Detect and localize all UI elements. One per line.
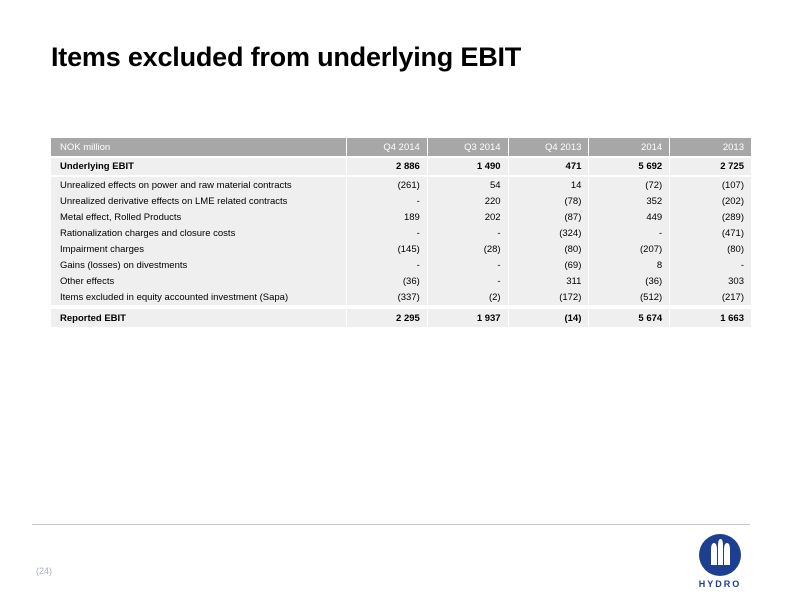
table-cell: -	[347, 225, 428, 241]
table-row	[51, 177, 751, 193]
table-cell: (172)	[509, 289, 590, 305]
table-cell: 471	[509, 156, 590, 175]
table-cell: 2 725	[670, 156, 751, 175]
row-label: Gains (losses) on divestments	[51, 257, 347, 273]
table-cell: -	[428, 257, 509, 273]
table-cell: 220	[428, 193, 509, 209]
row-label: Unrealized derivative effects on LME related contracts	[51, 193, 347, 209]
table-cell: 202	[428, 209, 509, 225]
table-row	[51, 241, 751, 257]
table-row	[51, 273, 751, 289]
row-label: Underlying EBIT	[51, 156, 347, 175]
page-number: (24)	[36, 566, 53, 576]
reported-ebit-row	[51, 307, 751, 327]
table-cell: (2)	[428, 289, 509, 305]
table-cell: 311	[509, 273, 590, 289]
table-cell: (14)	[509, 307, 590, 327]
table-cell: (324)	[509, 225, 590, 241]
table-cell: (145)	[347, 241, 428, 257]
table-cell: (512)	[589, 289, 670, 305]
column-header: 2013	[670, 138, 751, 156]
column-header: Q3 2014	[428, 138, 509, 156]
table-cell: -	[347, 257, 428, 273]
table-cell: (289)	[670, 209, 751, 225]
row-label: Impairment charges	[51, 241, 347, 257]
logo-wordmark: HYDRO	[698, 579, 742, 589]
table-cell: (80)	[670, 241, 751, 257]
table-cell: 303	[670, 273, 751, 289]
table-row	[51, 225, 751, 241]
table-cell: 5 674	[589, 307, 670, 327]
ebit-table	[51, 138, 751, 327]
table-cell: (36)	[589, 273, 670, 289]
table-cell: (28)	[428, 241, 509, 257]
table-row	[51, 209, 751, 225]
row-label: Reported EBIT	[51, 307, 347, 327]
page-title: Items excluded from underlying EBIT	[51, 42, 522, 72]
table-cell: (261)	[347, 177, 428, 193]
table-cell: -	[347, 193, 428, 209]
table-cell: (202)	[670, 193, 751, 209]
table-cell: 54	[428, 177, 509, 193]
table-cell: (80)	[509, 241, 590, 257]
footer-divider	[32, 524, 750, 525]
column-header: NOK million	[51, 138, 347, 156]
row-label: Rationalization charges and closure costs	[51, 225, 347, 241]
table-cell: 352	[589, 193, 670, 209]
underlying-ebit-row	[51, 156, 751, 175]
column-header: 2014	[589, 138, 670, 156]
table-cell: (69)	[509, 257, 590, 273]
table-row	[51, 193, 751, 209]
table-cell: (72)	[589, 177, 670, 193]
table-cell: 1 663	[670, 307, 751, 327]
column-header: Q4 2014	[347, 138, 428, 156]
table-cell: -	[589, 225, 670, 241]
table-cell: (36)	[347, 273, 428, 289]
table-cell: 2 886	[347, 156, 428, 175]
row-label: Items excluded in equity accounted investment (Sapa)	[51, 289, 347, 305]
table-cell: (217)	[670, 289, 751, 305]
table-cell: (87)	[509, 209, 590, 225]
table-cell: 14	[509, 177, 590, 193]
table-cell: 1 490	[428, 156, 509, 175]
table-row	[51, 257, 751, 273]
table-row	[51, 289, 751, 305]
table-cell: 189	[347, 209, 428, 225]
table-cell: -	[428, 273, 509, 289]
hydro-logo	[697, 532, 743, 592]
table-header-row	[51, 138, 751, 156]
row-label: Other effects	[51, 273, 347, 289]
table-cell: 1 937	[428, 307, 509, 327]
column-header: Q4 2013	[509, 138, 590, 156]
table-cell: (337)	[347, 289, 428, 305]
row-label: Unrealized effects on power and raw material contracts	[51, 177, 347, 193]
table-cell: -	[428, 225, 509, 241]
table-cell: (471)	[670, 225, 751, 241]
table-cell: -	[670, 257, 751, 273]
row-label: Metal effect, Rolled Products	[51, 209, 347, 225]
table-cell: 2 295	[347, 307, 428, 327]
table-cell: (207)	[589, 241, 670, 257]
hydro-logo-icon	[697, 532, 743, 578]
table-cell: 8	[589, 257, 670, 273]
table-cell: 5 692	[589, 156, 670, 175]
table-cell: (107)	[670, 177, 751, 193]
table-cell: (78)	[509, 193, 590, 209]
table-cell: 449	[589, 209, 670, 225]
